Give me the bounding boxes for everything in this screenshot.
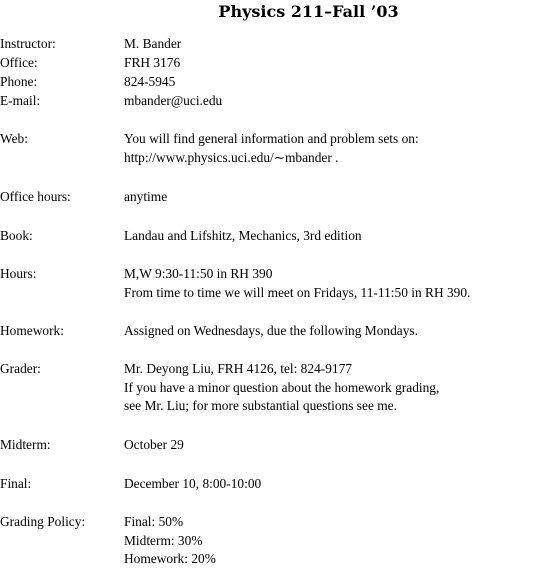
- field-value-line: 824-5945: [124, 74, 176, 89]
- field-value: [124, 360, 439, 416]
- field-label: Hours:: [0, 266, 37, 281]
- field-value-line: From time to time we will meet on Fridays, 11-11:50 in RH 390.: [124, 284, 471, 300]
- field-value: [124, 54, 180, 73]
- field-value-line: http://www.physics.uci.edu/∼mbander .: [124, 149, 339, 165]
- field-label: Office hours:: [0, 189, 71, 204]
- field-value-line: see Mr. Liu; for more substantial questions see me.: [124, 398, 397, 413]
- document-title: Physics 211–Fall ’03: [218, 2, 399, 21]
- field-value-line: M,W 9:30-11:50 in RH 390: [124, 266, 273, 281]
- field-label: Grading Policy:: [0, 514, 86, 529]
- field-value: [124, 475, 261, 494]
- field-value-line: mbander@uci.edu: [124, 93, 223, 108]
- field-value: [124, 227, 362, 246]
- field-value-line: Assigned on Wednesdays, due the following Mondays.: [124, 323, 418, 338]
- field-label: Phone:: [0, 74, 38, 89]
- field-label: Web:: [0, 131, 28, 146]
- field-value-line: Mr. Deyong Liu, FRH 4126, tel: 824-9177: [124, 361, 353, 376]
- field-value: [124, 436, 184, 455]
- field-label: Book:: [0, 228, 33, 243]
- field-value: [124, 35, 181, 54]
- field-value-line: Homework: 20%: [124, 551, 216, 566]
- field-label: Grader:: [0, 361, 41, 376]
- field-value-line: anytime: [124, 189, 168, 204]
- field-value-line: If you have a minor question about the homework grading,: [124, 379, 440, 395]
- field-label: Office:: [0, 55, 38, 70]
- field-value-line: October 29: [124, 437, 184, 452]
- field-label: Homework:: [0, 323, 64, 338]
- field-value: [124, 188, 167, 207]
- field-label: Instructor:: [0, 36, 56, 51]
- field-value-line: You will find general information and problem sets on:: [124, 131, 419, 146]
- field-value: [124, 513, 216, 569]
- field-value-line: December 10, 8:00-10:00: [124, 476, 262, 491]
- field-value-line: Midterm: 30%: [124, 532, 203, 548]
- field-value: [124, 92, 222, 111]
- field-value: [124, 73, 175, 92]
- field-value-line: M. Bander: [124, 36, 182, 51]
- field-value-line: Final: 50%: [124, 514, 184, 529]
- field-value: [124, 130, 419, 167]
- field-label: Midterm:: [0, 437, 51, 452]
- field-label: Final:: [0, 476, 32, 491]
- field-value: [124, 322, 418, 341]
- field-label: E-mail:: [0, 93, 41, 108]
- field-value-line: Landau and Lifshitz, Mechanics, 3rd edition: [124, 228, 362, 243]
- field-value: [124, 265, 470, 302]
- field-value-line: FRH 3176: [124, 55, 181, 70]
